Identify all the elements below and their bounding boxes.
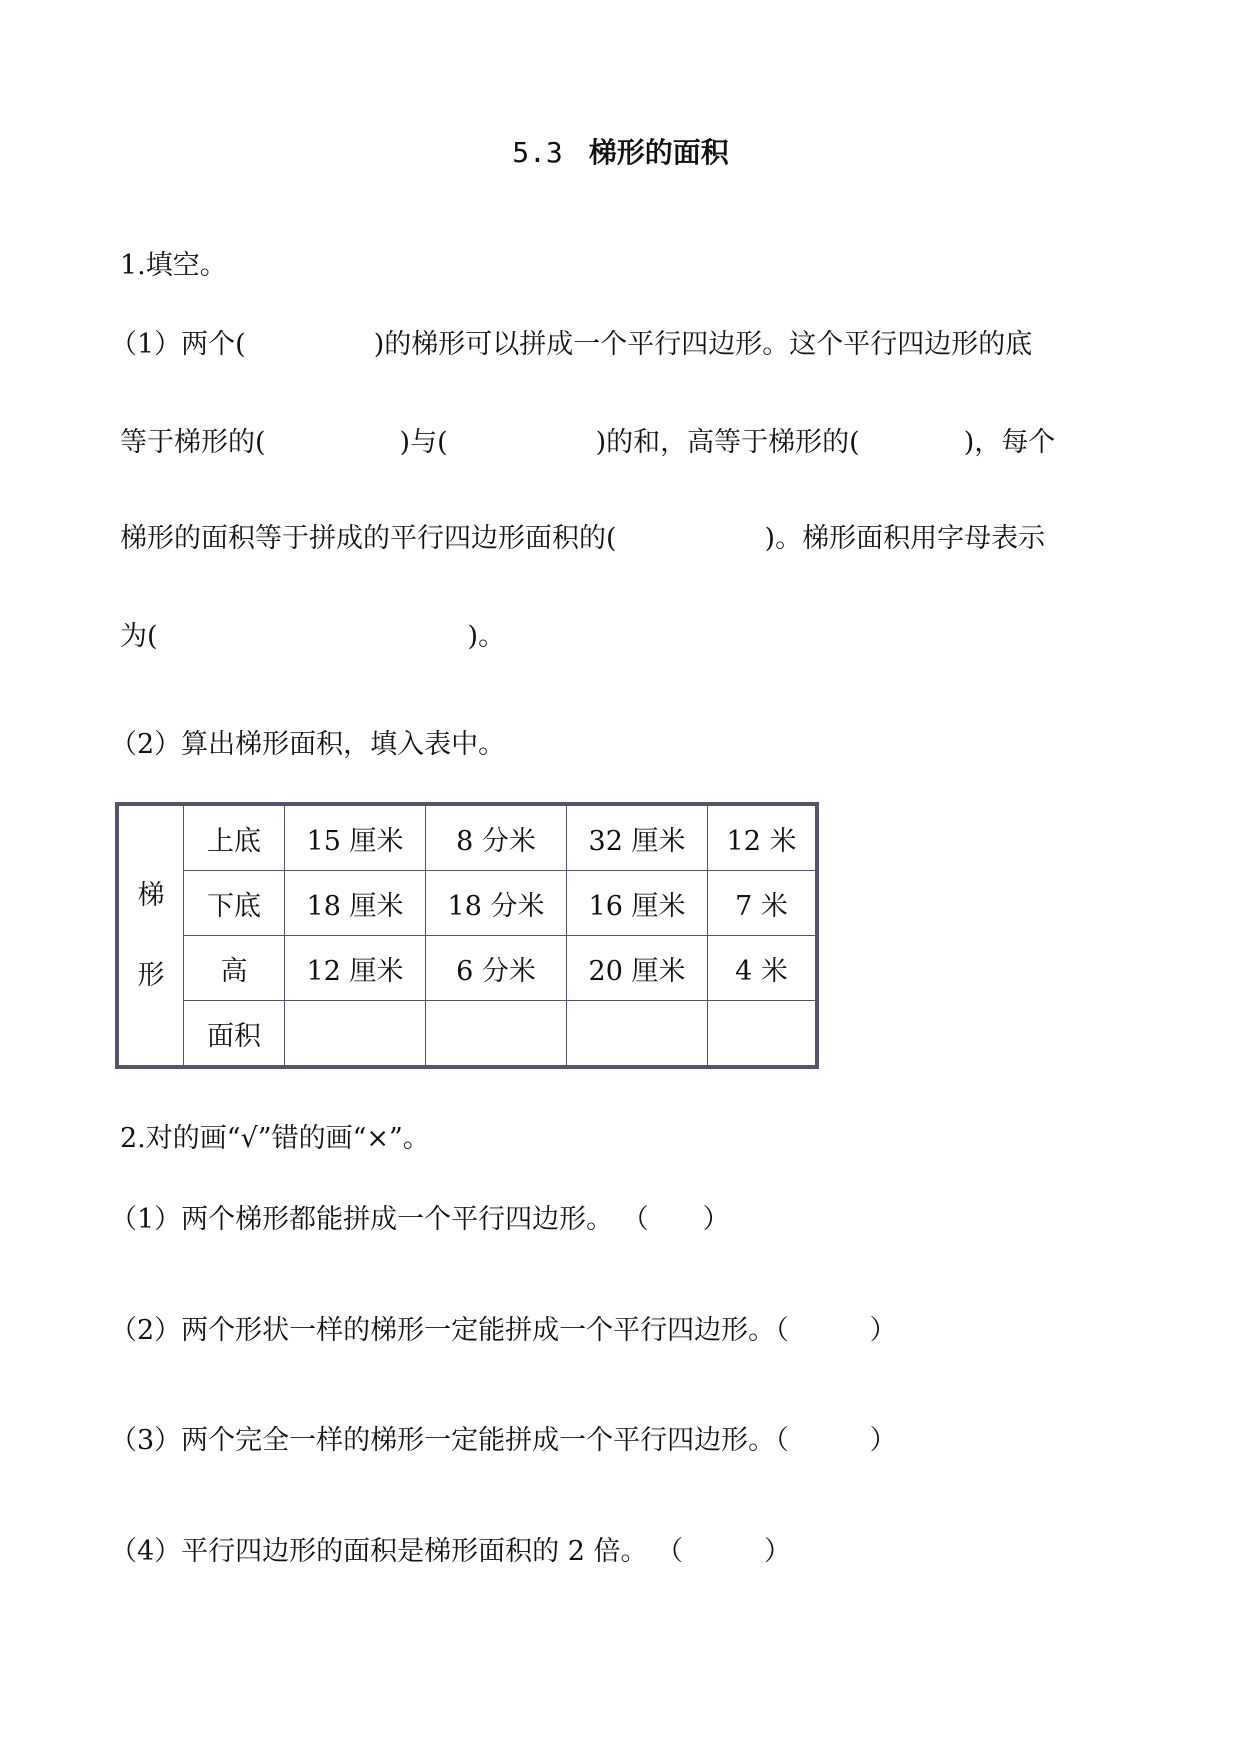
q1-text: )的和，高等于梯形的( <box>595 427 860 458</box>
q1-part2: （2）算出梯形面积，填入表中。 <box>110 729 506 760</box>
table-cell: 18 分米 <box>426 871 567 936</box>
title-number: 5.3 <box>512 136 563 169</box>
title-text: 梯形的面积 <box>588 136 729 169</box>
side-label-char: 形 <box>137 959 165 991</box>
table-cell: 12 米 <box>708 804 818 871</box>
table-cell: 12 厘米 <box>285 936 426 1001</box>
row-header: 高 <box>184 936 285 1001</box>
q1-part1-line2 <box>120 429 1055 456</box>
q1-part1-line4 <box>120 623 505 650</box>
q1-text: )。 <box>467 621 506 652</box>
question-1-heading: 1.填空。 <box>120 250 227 281</box>
answer-cell[interactable] <box>708 1001 818 1068</box>
table-cell: 15 厘米 <box>285 804 426 871</box>
trapezoid-table <box>115 802 819 1069</box>
page-title <box>0 136 1241 169</box>
table-row <box>117 936 817 1001</box>
q2-item <box>110 1427 897 1454</box>
table-row <box>117 871 817 936</box>
q1-text: )。梯形面积用字母表示 <box>764 523 1046 554</box>
q2-item <box>110 1538 791 1565</box>
answer-parentheses[interactable]: （ ） <box>775 1425 897 1456</box>
q1-text: )与( <box>399 427 448 458</box>
side-label-char: 梯 <box>137 879 165 911</box>
q2-item-text: （1）两个梯形都能拼成一个平行四边形。 <box>110 1204 614 1235</box>
table-row <box>117 1001 817 1068</box>
table-cell: 16 厘米 <box>567 871 708 936</box>
table-cell: 32 厘米 <box>567 804 708 871</box>
q1-text: )，每个 <box>963 427 1056 458</box>
q1-part1-line3 <box>120 525 1045 552</box>
q2-item <box>110 1206 730 1233</box>
answer-parentheses[interactable]: （ ） <box>669 1536 792 1567</box>
q1-part1-line1 <box>110 331 1032 358</box>
answer-parentheses[interactable]: （ ） <box>635 1204 730 1235</box>
q1-text: )的梯形可以拼成一个平行四边形。这个平行四边形的底 <box>373 329 1033 360</box>
q2-item-text: （2）两个形状一样的梯形一定能拼成一个平行四边形。 <box>110 1315 776 1346</box>
row-header: 上底 <box>184 804 285 871</box>
q1-text: 为( <box>120 621 158 652</box>
row-header: 面积 <box>184 1001 285 1068</box>
q2-item-text: （4）平行四边形的面积是梯形面积的 2 倍。 <box>110 1536 648 1567</box>
answer-cell[interactable] <box>285 1001 426 1068</box>
side-label <box>117 804 184 1067</box>
row-header: 下底 <box>184 871 285 936</box>
answer-parentheses[interactable]: （ ） <box>775 1315 897 1346</box>
question-2-heading: 2.对的画“√”错的画“×”。 <box>120 1123 430 1154</box>
q2-item-text: （3）两个完全一样的梯形一定能拼成一个平行四边形。 <box>110 1425 776 1456</box>
table-cell: 7 米 <box>708 871 818 936</box>
table-cell: 6 分米 <box>426 936 567 1001</box>
q1-text: （1）两个( <box>110 329 246 360</box>
q1-text: 等于梯形的( <box>120 427 266 458</box>
answer-cell[interactable] <box>567 1001 708 1068</box>
q1-text: 梯形的面积等于拼成的平行四边形面积的( <box>120 523 617 554</box>
table-cell: 18 厘米 <box>285 871 426 936</box>
table-cell: 20 厘米 <box>567 936 708 1001</box>
table-cell: 8 分米 <box>426 804 567 871</box>
table-row <box>117 804 817 871</box>
q2-item <box>110 1317 897 1344</box>
table-cell: 4 米 <box>708 936 818 1001</box>
answer-cell[interactable] <box>426 1001 567 1068</box>
